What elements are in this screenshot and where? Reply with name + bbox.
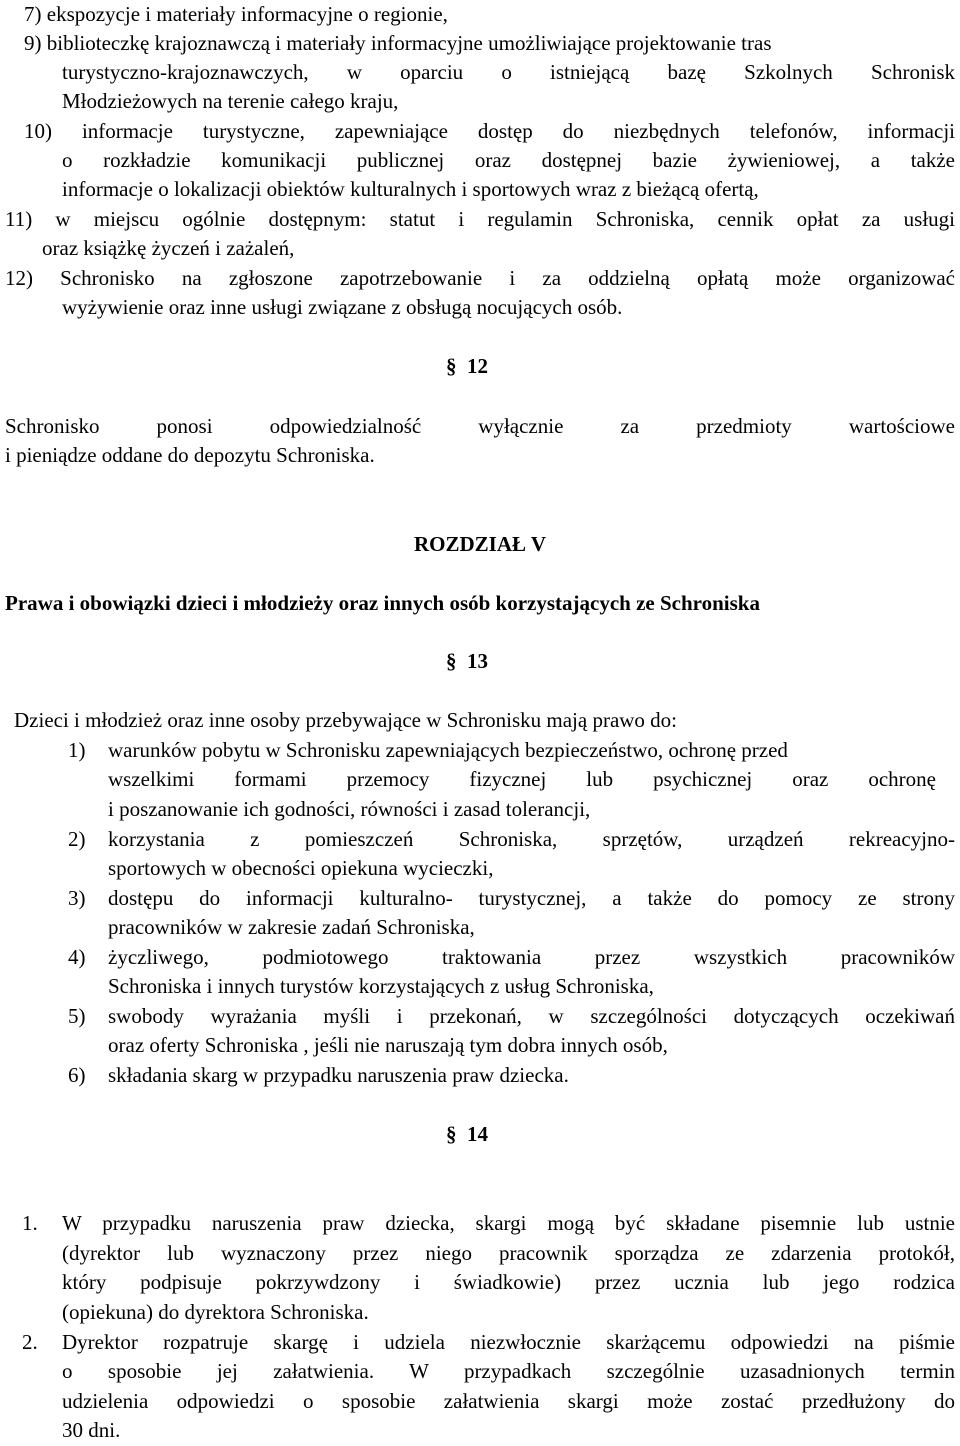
section-symbol: §	[446, 354, 457, 378]
list-item-line: Schroniska i innych turystów korzystających z usług Schroniska,	[108, 974, 654, 998]
list-item-line: udzielenia odpowiedzi o sposobie załatwienia skargi może zostać przedłużony do	[62, 1389, 955, 1413]
list-item-line: oraz oferty Schroniska , jeśli nie naruszają tym dobra innych osób,	[108, 1033, 668, 1057]
list-item-line: (opiekuna) do dyrektora Schroniska.	[62, 1300, 369, 1324]
list-item-line: Dyrektor rozpatruje skargę i udziela niezwłocznie skarżącemu odpowiedzi na piśmie	[62, 1330, 955, 1354]
section-number: 13	[467, 649, 488, 673]
list-item-10-line-1: 10) informacje turystyczne, zapewniające dostęp do niezbędnych telefonów, informacji	[24, 119, 955, 143]
list-item-line: warunków pobytu w Schronisku zapewniających bezpieczeństwo, ochronę przed	[108, 738, 788, 762]
list-item-11-line-1: 11) w miejscu ogólnie dostępnym: statut i regulamin Schroniska, cennik opłat za usługi	[5, 207, 955, 231]
list-item-12-line-2: wyżywienie oraz inne usługi związane z obsługą nocujących osób.	[62, 295, 623, 319]
section-14-heading	[446, 1120, 960, 1150]
list-number: 1)	[68, 738, 86, 762]
list-item-11-line-2: oraz książkę życzeń i zażaleń,	[42, 236, 295, 260]
list-item-line: wszelkimi formami przemocy fizycznej lub psychicznej oraz ochronę	[108, 767, 936, 791]
section-number: 14	[467, 1122, 488, 1146]
list-number: 3)	[68, 886, 86, 910]
section-12-paragraph-line-2: i pieniądze oddane do depozytu Schroniska.	[5, 443, 375, 467]
section-12-heading	[446, 352, 960, 382]
section-13-heading	[446, 647, 960, 677]
list-item-12-line-1: 12) Schronisko na zgłoszone zapotrzebowanie i za oddzielną opłatą może organizować	[5, 266, 955, 290]
list-number: 1.	[22, 1211, 38, 1235]
list-number: 2.	[22, 1330, 38, 1354]
chapter-subtitle: Prawa i obowiązki dzieci i młodzieży oraz innych osób korzystających ze Schroniska	[5, 591, 760, 615]
section-symbol: §	[446, 1122, 457, 1146]
list-number: 5)	[68, 1004, 86, 1028]
list-item-line: i poszanowanie ich godności, równości i zasad tolerancji,	[108, 797, 591, 821]
section-13-intro: Dzieci i młodzież oraz inne osoby przebywające w Schronisku mają prawo do:	[14, 708, 678, 732]
section-12-paragraph-line-1: Schronisko ponosi odpowiedzialność wyłącznie za przedmioty wartościowe	[5, 414, 955, 438]
list-item-line: (dyrektor lub wyznaczony przez niego pracownik sporządza ze zdarzenia protokół,	[62, 1241, 955, 1265]
list-item-line: dostępu do informacji kulturalno- turystycznej, a także do pomocy ze strony	[108, 886, 955, 910]
list-item-line: W przypadku naruszenia praw dziecka, skargi mogą być składane pisemnie lub ustnie	[62, 1211, 955, 1235]
list-item-9-line-1: 9) biblioteczkę krajoznawczą i materiały informacyjne umożliwiające projektowanie tras	[24, 31, 772, 55]
section-number: 12	[467, 354, 488, 378]
list-item-line: korzystania z pomieszczeń Schroniska, sprzętów, urządzeń rekreacyjno-	[108, 827, 955, 851]
list-item-line: który podpisuje pokrzywdzony i świadkowie) przez ucznia lub jego rodzica	[62, 1270, 955, 1294]
list-item-10-line-2: o rozkładzie komunikacji publicznej oraz dostępnej bazie żywieniowej, a także	[62, 148, 955, 172]
list-item-9-line-3: Młodzieżowych na terenie całego kraju,	[62, 89, 399, 113]
list-item-7: 7) ekspozycje i materiały informacyjne o regionie,	[24, 2, 448, 26]
list-item-line: składania skarg w przypadku naruszenia praw dziecka.	[108, 1063, 569, 1087]
list-item-10-line-3: informacje o lokalizacji obiektów kulturalnych i sportowych wraz z bieżącą ofertą,	[62, 177, 759, 201]
list-item-9-line-2: turystyczno-krajoznawczych, w oparciu o istniejącą bazę Szkolnych Schronisk	[62, 60, 955, 84]
list-item-line: pracowników w zakresie zadań Schroniska,	[108, 915, 475, 939]
list-number: 4)	[68, 945, 86, 969]
list-number: 2)	[68, 827, 86, 851]
section-symbol: §	[446, 649, 457, 673]
list-number: 6)	[68, 1063, 86, 1087]
list-item-line: swobody wyrażania myśli i przekonań, w szczególności dotyczących oczekiwań	[108, 1004, 955, 1028]
chapter-title: ROZDZIAŁ V	[413, 532, 547, 556]
list-item-line: sportowych w obecności opiekuna wycieczki,	[108, 856, 494, 880]
list-item-line: życzliwego, podmiotowego traktowania przez wszystkich pracowników	[108, 945, 955, 969]
list-item-line: o sposobie jej załatwienia. W przypadkach szczególnie uzasadnionych termin	[62, 1359, 955, 1383]
list-item-line: 30 dni.	[62, 1418, 121, 1442]
